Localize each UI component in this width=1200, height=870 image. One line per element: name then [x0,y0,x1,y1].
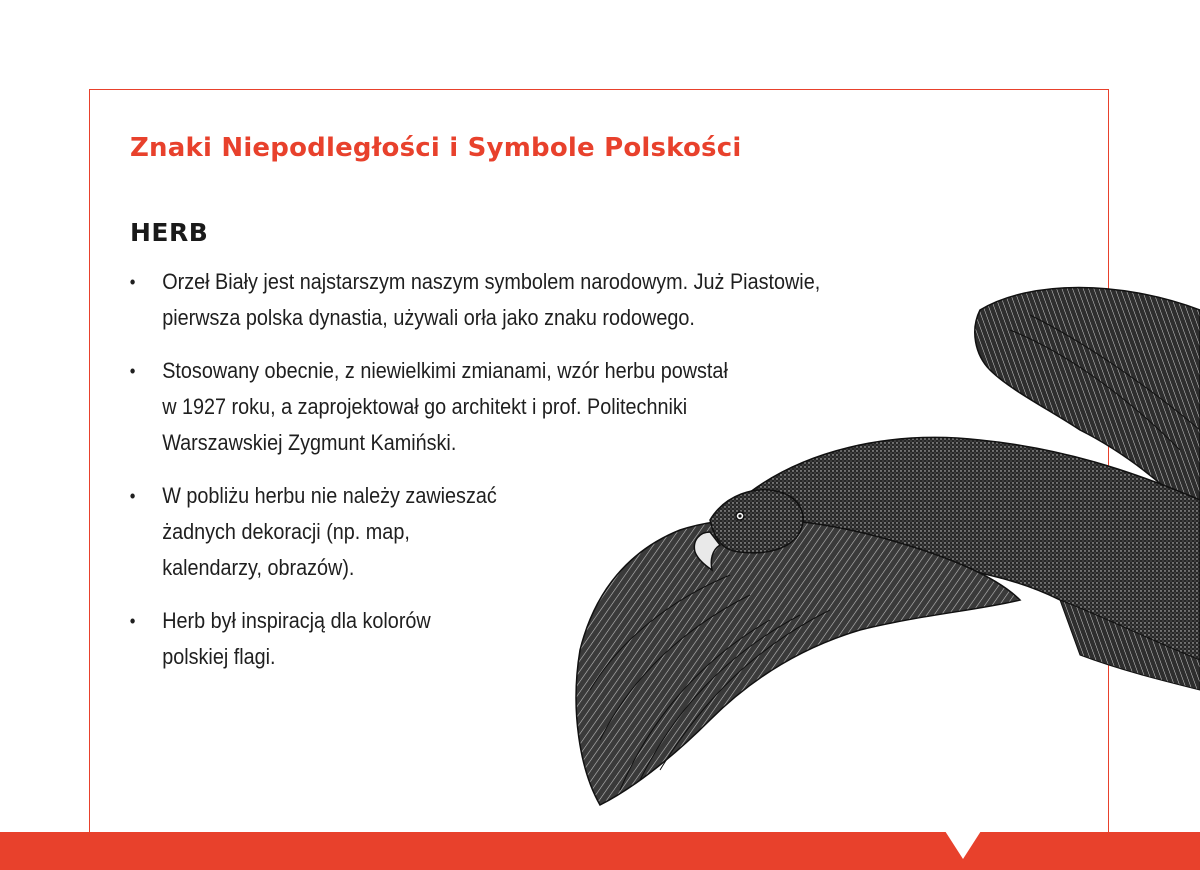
list-item-line: żadnych dekoracji (np. map, [162,519,410,544]
list-item-line: Orzeł Biały jest najstarszym naszym symbolem narodowym. Już Piastowie, [162,269,821,294]
list-item-line: pierwsza polska dynastia, używali orła jako znaku rodowego. [162,305,695,330]
section-heading: HERB [130,218,209,247]
list-item [128,264,820,336]
bullet-list [128,264,897,692]
bullet-dot: • [129,486,136,506]
bullet-dot: • [129,611,136,631]
list-item-line: w 1927 roku, a zaprojektował go architekt i prof. Politechniki [162,394,688,419]
page-title: Znaki Niepodległości i Symbole Polskości [130,133,742,163]
list-item-line: polskiej flagi. [162,644,276,669]
band-notch [945,831,981,859]
bullet-dot: • [129,272,136,292]
list-item-line: Herb był inspiracją dla kolorów [162,608,431,633]
list-item [128,353,820,461]
list-item-line: kalendarzy, obrazów). [162,555,355,580]
list-item [128,603,820,675]
list-item [128,478,820,586]
list-item-line: Stosowany obecnie, z niewielkimi zmianami, wzór herbu powstał [162,358,728,383]
bottom-band [0,832,1200,870]
bullet-dot: • [129,361,136,381]
list-item-line: Warszawskiej Zygmunt Kamiński. [162,430,457,455]
list-item-line: W pobliżu herbu nie należy zawieszać [162,483,497,508]
